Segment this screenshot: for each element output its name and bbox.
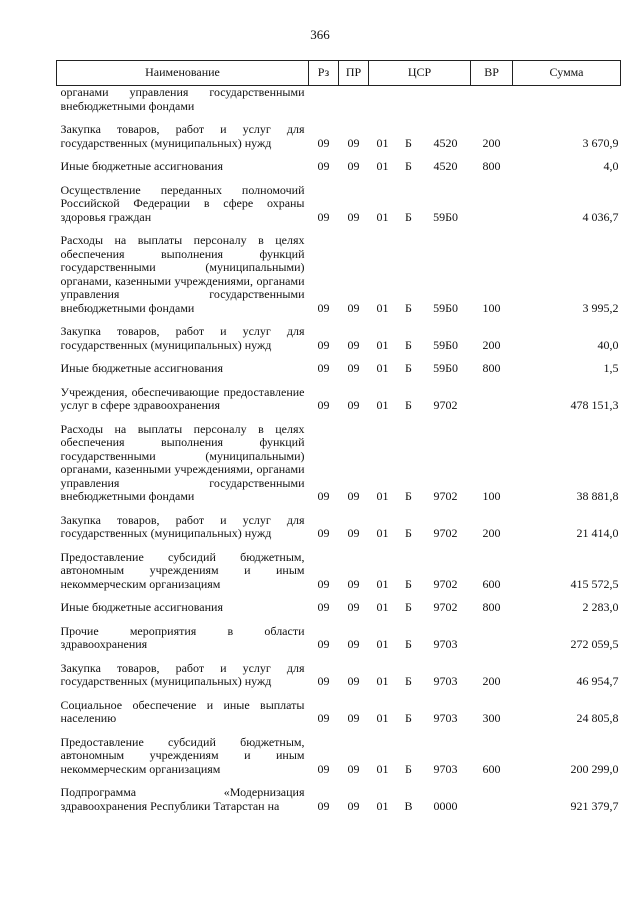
row-csr-code: 9702 (433, 526, 458, 540)
row-pr: 09 (347, 337, 360, 352)
row-pr: 09 (347, 600, 360, 614)
row-vr: 200 (482, 337, 501, 352)
row-csr-code: 59Б0 (433, 361, 458, 375)
row-csr-code (421, 86, 471, 114)
page-number: 366 (310, 27, 330, 42)
row-csr-program: 01 (376, 576, 389, 591)
row-pr: 09 (347, 761, 360, 776)
row-name: Закупка товаров, работ и услуг для государственных (муниципальных) нужд (60, 512, 305, 540)
row-rz (309, 86, 339, 114)
row-rz: 09 (317, 798, 330, 813)
row-name: Закупка товаров, работ и услуг для государственных (муниципальных) нужд (60, 660, 305, 688)
row-csr-subprogram: Б (405, 526, 412, 540)
row-pr: 09 (347, 361, 360, 375)
row-csr-code: 9703 (433, 674, 458, 688)
row-rz: 09 (317, 576, 330, 591)
table-row (57, 504, 621, 541)
row-csr-program: 01 (376, 637, 389, 651)
row-pr: 09 (347, 159, 360, 173)
row-sum: 1,5 (603, 361, 619, 375)
row-pr: 09 (347, 135, 360, 150)
row-csr-code: 9703 (433, 761, 458, 776)
row-vr: 200 (482, 674, 501, 688)
row-csr-code: 9703 (433, 711, 458, 725)
row-sum: 478 151,3 (570, 398, 619, 412)
row-csr-subprogram: Б (405, 600, 412, 614)
table-row (57, 541, 621, 592)
row-rz: 09 (317, 674, 330, 688)
row-csr-program: 01 (376, 300, 389, 315)
row-name: Осуществление переданных полномочий Российской Федерации в сфере охраны здоровья граждан (60, 182, 305, 224)
row-name: Расходы на выплаты персоналу в целях обеспечения выполнения функций государственными (муниципальными) органами, казенными учреждениями, органами управления государственными внебюджетными фондами (60, 421, 305, 503)
row-name: Иные бюджетные ассигнования (60, 600, 223, 614)
row-sum: 921 379,7 (570, 798, 619, 813)
row-sum: 24 805,8 (576, 711, 619, 725)
row-pr: 09 (347, 798, 360, 813)
budget-table (56, 60, 621, 813)
table-row (57, 150, 621, 174)
row-pr (339, 86, 369, 114)
table-row (57, 86, 621, 114)
row-vr: 600 (482, 761, 501, 776)
row-csr-subprogram (397, 86, 421, 114)
row-pr: 09 (347, 209, 360, 224)
row-vr: 800 (482, 361, 501, 375)
row-vr: 100 (482, 300, 501, 315)
header-pr: ПР (339, 61, 369, 86)
row-csr-program: 01 (376, 489, 389, 503)
row-sum: 272 059,5 (570, 637, 619, 651)
row-name: Предоставление субсидий бюджетным, автономным учреждениям и иным некоммерческим организациям (60, 734, 305, 776)
row-sum: 46 954,7 (576, 674, 619, 688)
row-sum: 415 572,5 (570, 576, 619, 591)
row-sum: 21 414,0 (576, 526, 619, 540)
row-rz: 09 (317, 300, 330, 315)
row-sum: 4 036,7 (582, 209, 619, 224)
row-csr-program: 01 (376, 159, 389, 173)
table-row (57, 726, 621, 777)
row-csr-program (369, 86, 397, 114)
row-csr-code: 9702 (433, 398, 458, 412)
row-vr (471, 776, 513, 813)
table-row (57, 113, 621, 150)
row-name: Закупка товаров, работ и услуг для государственных (муниципальных) нужд (60, 324, 305, 352)
row-rz: 09 (317, 135, 330, 150)
row-csr-subprogram: Б (405, 337, 412, 352)
row-csr-program: 01 (376, 135, 389, 150)
table-row (57, 413, 621, 504)
row-name: Предоставление субсидий бюджетным, автономным учреждениям и иным некоммерческим организациям (60, 549, 305, 591)
row-csr-program: 01 (376, 398, 389, 412)
header-sum: Сумма (513, 61, 621, 86)
row-vr: 800 (482, 159, 501, 173)
row-csr-subprogram: Б (405, 761, 412, 776)
header-name: Наименование (57, 61, 309, 86)
row-pr: 09 (347, 398, 360, 412)
row-rz: 09 (317, 337, 330, 352)
row-csr-code: 59Б0 (433, 300, 458, 315)
row-rz: 09 (317, 159, 330, 173)
row-vr: 600 (482, 576, 501, 591)
row-csr-program: 01 (376, 526, 389, 540)
row-csr-program: 01 (376, 674, 389, 688)
row-csr-subprogram: Б (405, 637, 412, 651)
row-name: Социальное обеспечение и иные выплаты населению (60, 697, 305, 725)
row-vr (471, 615, 513, 652)
row-sum: 3 995,2 (582, 300, 619, 315)
row-sum: 2 283,0 (582, 600, 619, 614)
row-csr-program: 01 (376, 337, 389, 352)
table-header (57, 61, 621, 86)
table-row (57, 352, 621, 376)
row-sum: 3 670,9 (582, 135, 619, 150)
table-body (57, 86, 621, 814)
row-csr-subprogram: Б (405, 300, 412, 315)
table-row (57, 591, 621, 615)
row-rz: 09 (317, 209, 330, 224)
row-sum: 200 299,0 (570, 761, 619, 776)
row-vr: 200 (482, 135, 501, 150)
row-csr-program: 01 (376, 209, 389, 224)
row-rz: 09 (317, 526, 330, 540)
row-rz: 09 (317, 711, 330, 725)
row-vr: 300 (482, 711, 501, 725)
row-csr-code: 0000 (433, 798, 458, 813)
row-sum (513, 86, 621, 114)
row-csr-code: 9702 (433, 576, 458, 591)
header-rz: Рз (309, 61, 339, 86)
row-csr-subprogram: Б (405, 576, 412, 591)
row-sum: 40,0 (597, 337, 619, 352)
table-row (57, 224, 621, 315)
row-pr: 09 (347, 489, 360, 503)
row-csr-subprogram: В (404, 798, 413, 813)
header-csr: ЦСР (369, 61, 471, 86)
row-pr: 09 (347, 674, 360, 688)
table-row (57, 776, 621, 813)
table-row (57, 615, 621, 652)
table-row (57, 652, 621, 689)
row-csr-code: 9702 (433, 600, 458, 614)
row-pr: 09 (347, 576, 360, 591)
row-vr: 200 (482, 526, 501, 540)
row-vr: 800 (482, 600, 501, 614)
row-csr-code: 9703 (433, 637, 458, 651)
header-vr: ВР (471, 61, 513, 86)
row-vr (471, 376, 513, 413)
row-vr (471, 174, 513, 225)
row-csr-subprogram: Б (405, 159, 412, 173)
row-csr-subprogram: Б (405, 489, 412, 503)
row-pr: 09 (347, 637, 360, 651)
table-row (57, 315, 621, 352)
row-csr-code: 59Б0 (433, 209, 458, 224)
row-rz: 09 (317, 489, 330, 503)
row-name: Расходы на выплаты персоналу в целях обеспечения выполнения функций государственными (муниципальными) органами, казенными учреждениями, органами управления государственными внебюджетными фондами (60, 233, 305, 315)
row-csr-code: 59Б0 (433, 337, 458, 352)
row-csr-code: 4520 (433, 159, 458, 173)
row-vr (471, 86, 513, 114)
row-csr-program: 01 (376, 600, 389, 614)
row-csr-code: 9702 (433, 489, 458, 503)
row-rz: 09 (317, 637, 330, 651)
row-rz: 09 (317, 600, 330, 614)
row-name: Иные бюджетные ассигнования (60, 361, 223, 375)
row-csr-subprogram: Б (405, 209, 412, 224)
row-csr-program: 01 (376, 711, 389, 725)
row-csr-subprogram: Б (405, 361, 412, 375)
row-sum: 38 881,8 (576, 489, 619, 503)
table-row (57, 376, 621, 413)
row-name: органами управления государственными внебюджетными фондами (60, 85, 305, 113)
row-rz: 09 (317, 361, 330, 375)
row-name: Подпрограмма «Модернизация здравоохранения Республики Татарстан на (60, 785, 305, 813)
row-pr: 09 (347, 526, 360, 540)
row-name: Закупка товаров, работ и услуг для государственных (муниципальных) нужд (60, 122, 305, 150)
row-name: Учреждения, обеспечивающие предоставление услуг в сфере здравоохранения (60, 384, 305, 412)
row-rz: 09 (317, 761, 330, 776)
row-csr-program: 01 (376, 361, 389, 375)
row-csr-subprogram: Б (405, 711, 412, 725)
row-csr-subprogram: Б (405, 398, 412, 412)
row-csr-subprogram: Б (405, 674, 412, 688)
table-row (57, 689, 621, 726)
row-csr-program: 01 (376, 761, 389, 776)
row-vr: 100 (482, 489, 501, 503)
row-csr-code: 4520 (433, 135, 458, 150)
row-name: Прочие мероприятия в области здравоохранения (60, 623, 305, 651)
row-pr: 09 (347, 711, 360, 725)
row-sum: 4,0 (603, 159, 619, 173)
row-csr-subprogram: Б (405, 135, 412, 150)
row-csr-program: 01 (376, 798, 389, 813)
row-pr: 09 (347, 300, 360, 315)
row-rz: 09 (317, 398, 330, 412)
table-row (57, 174, 621, 225)
row-name: Иные бюджетные ассигнования (60, 159, 223, 173)
